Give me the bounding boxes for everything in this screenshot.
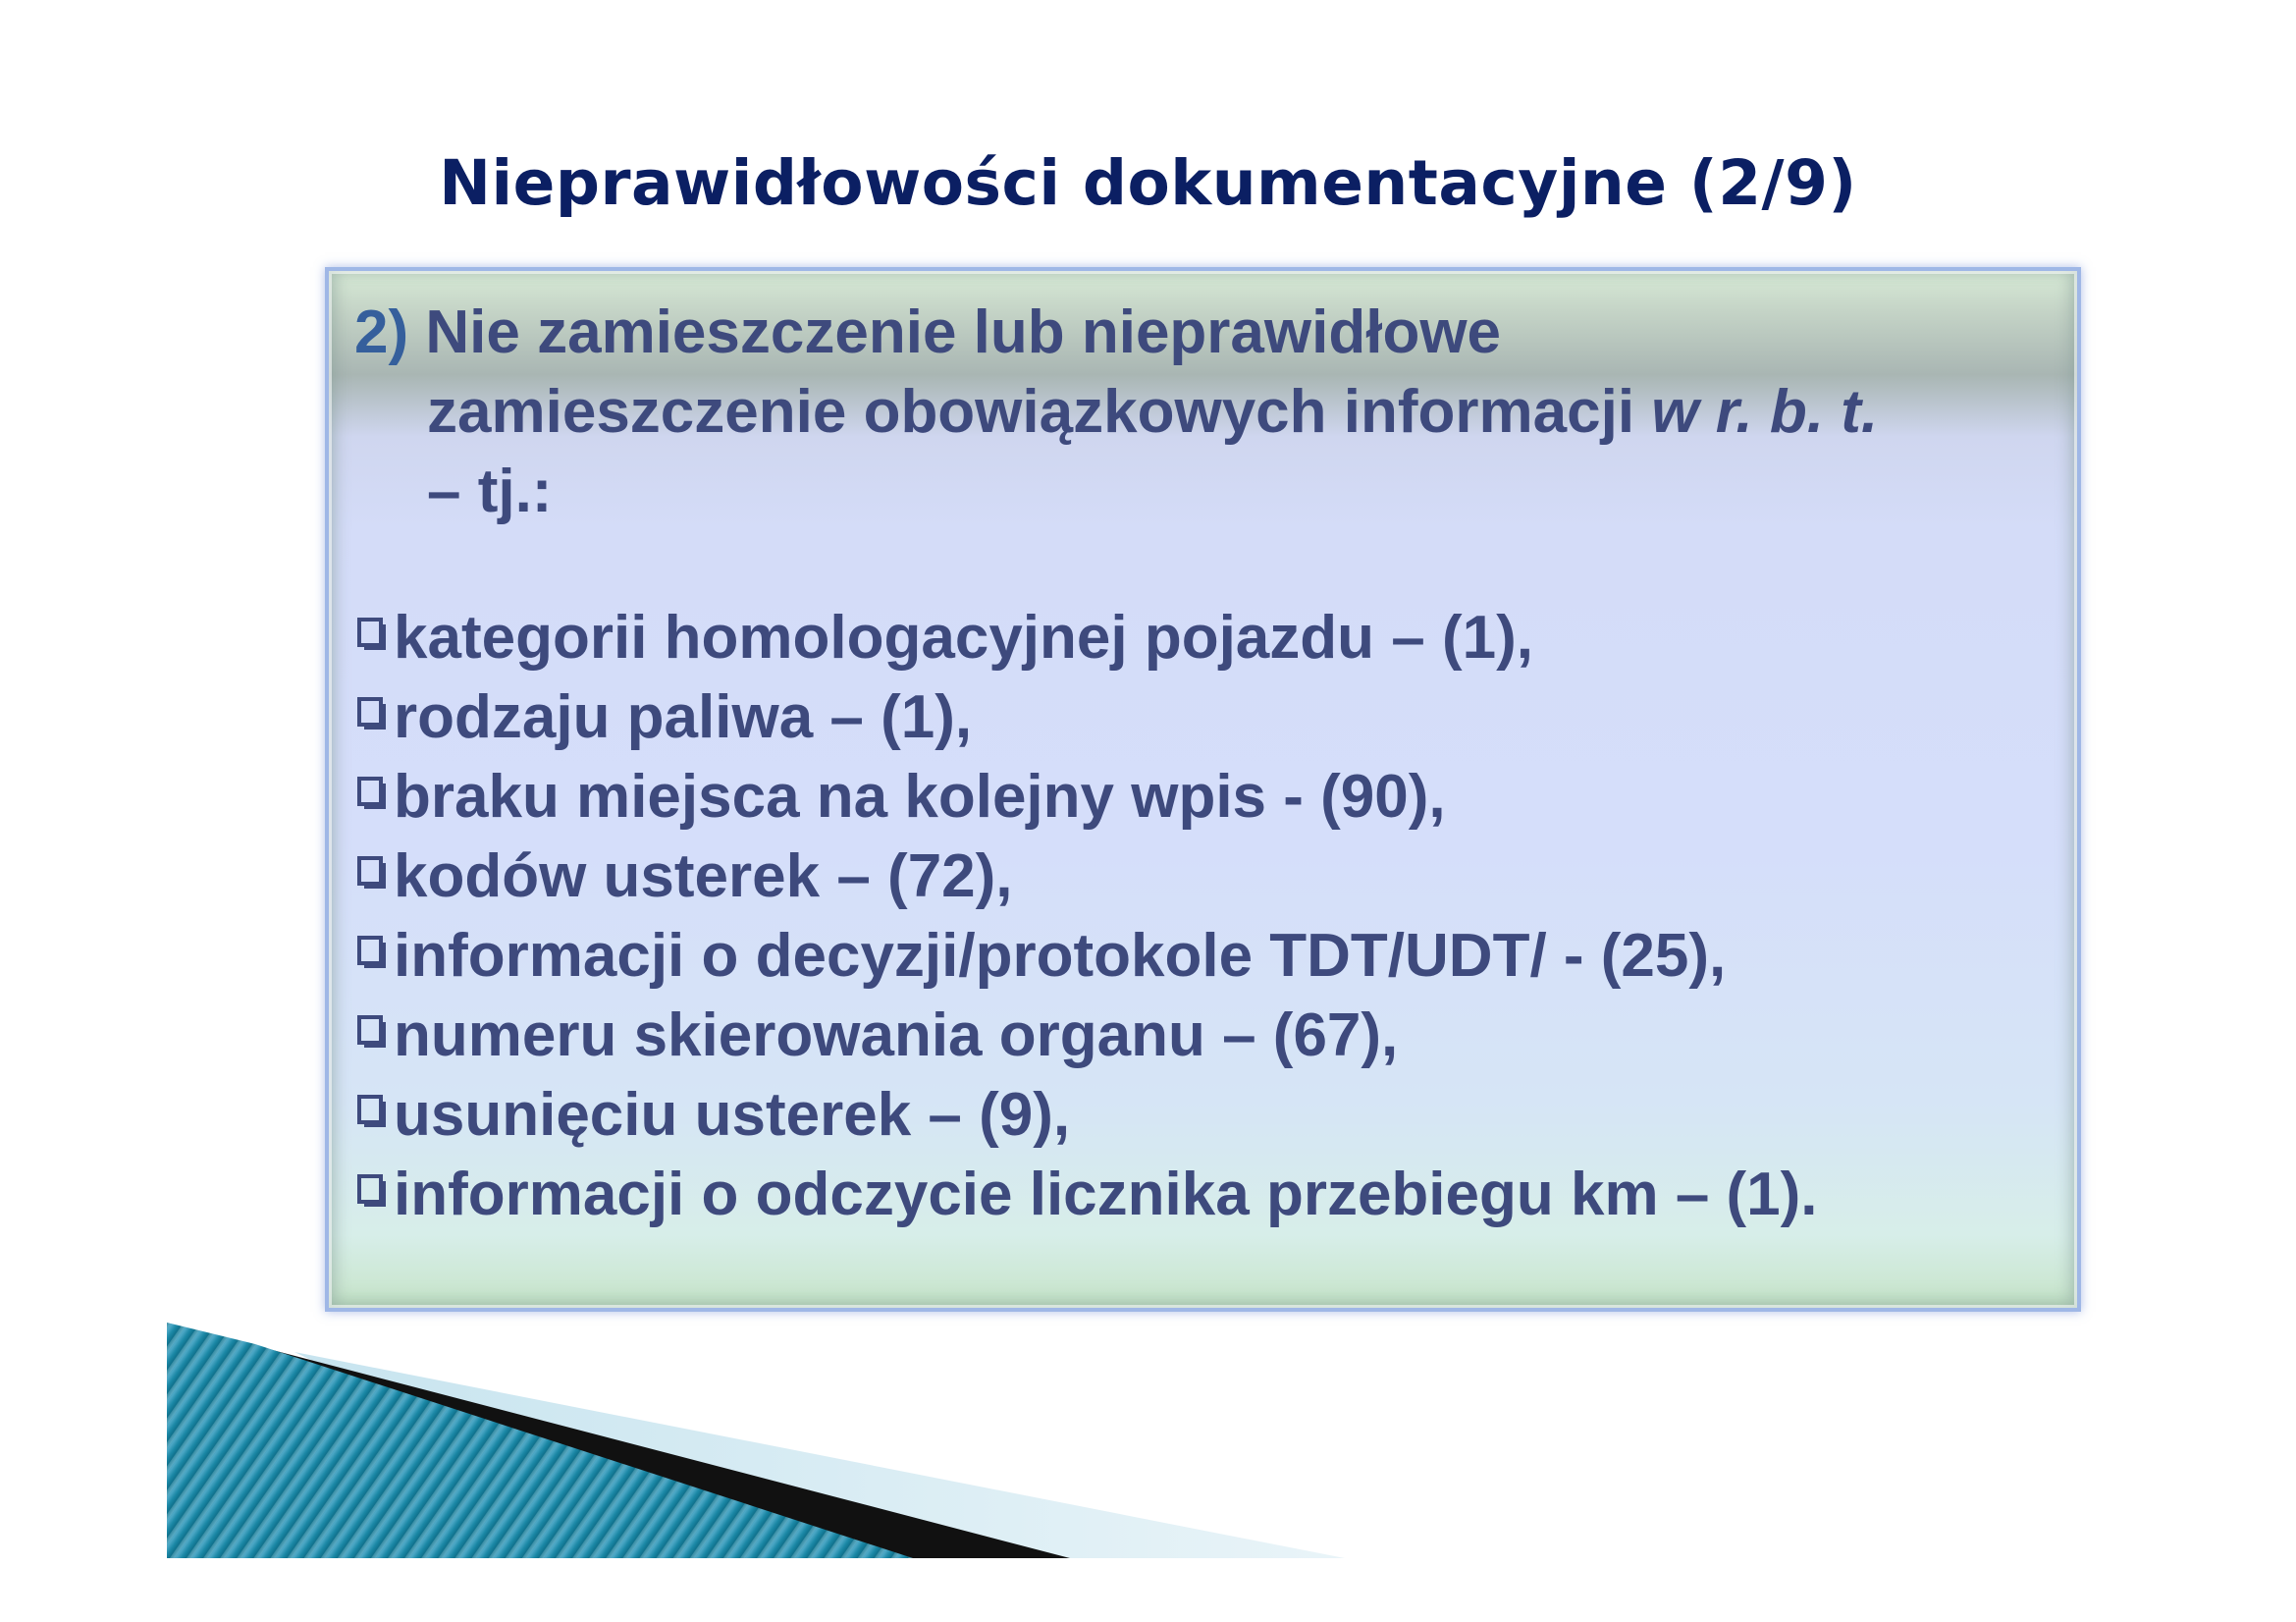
list-item (356, 837, 1818, 916)
checkbox-bullet-icon (356, 696, 388, 731)
item-number: 2) (354, 298, 409, 366)
list-item-text: braku miejsca na kolejny wpis - (90), (394, 763, 1446, 831)
checkbox-bullet-icon (356, 1173, 388, 1209)
list-item-text: kodów usterek – (72), (394, 842, 1013, 910)
items-list (356, 598, 1818, 1234)
list-item (356, 916, 1818, 996)
checkbox-bullet-icon (356, 1014, 388, 1050)
list-item (356, 996, 1818, 1075)
intro-text-1: Nie zamieszczenie lub nieprawidłowe (425, 298, 1502, 366)
content-box (325, 267, 2081, 1312)
checkbox-bullet-icon (356, 935, 388, 970)
checkbox-bullet-icon (356, 1094, 388, 1129)
list-item (356, 757, 1818, 837)
list-item-text: kategorii homologacyjnej pojazdu – (1), (394, 604, 1533, 672)
list-item (356, 1155, 1818, 1234)
list-item (356, 598, 1818, 677)
intro-paragraph (354, 293, 2062, 531)
list-item (356, 1075, 1818, 1155)
list-item-text: informacji o odczycie licznika przebiegu km – (1). (394, 1161, 1818, 1228)
list-item-text: rodzaju paliwa – (1), (394, 683, 973, 751)
intro-line-1 (354, 293, 2062, 372)
page-title: Nieprawidłowości dokumentacyjne (2/9) (439, 147, 1857, 219)
checkbox-bullet-icon (356, 855, 388, 891)
list-item-text: numeru skierowania organu – (67), (394, 1001, 1399, 1069)
list-item (356, 677, 1818, 757)
checkbox-bullet-icon (356, 617, 388, 652)
list-item-text: informacji o decyzji/protokole TDT/UDT/ - (25), (394, 922, 1727, 990)
list-item-text: usunięciu usterek – (9), (394, 1081, 1071, 1149)
decorative-wedge-graphic (167, 1323, 1345, 1558)
intro-emphasis: w r. b. t. (1651, 378, 1879, 446)
intro-line-2 (354, 372, 2062, 452)
intro-line-3: – tj.: (427, 458, 553, 525)
teal-wedge (167, 1323, 913, 1558)
checkbox-bullet-icon (356, 776, 388, 811)
intro-text-2: zamieszczenie obowiązkowych informacji (427, 378, 1652, 446)
